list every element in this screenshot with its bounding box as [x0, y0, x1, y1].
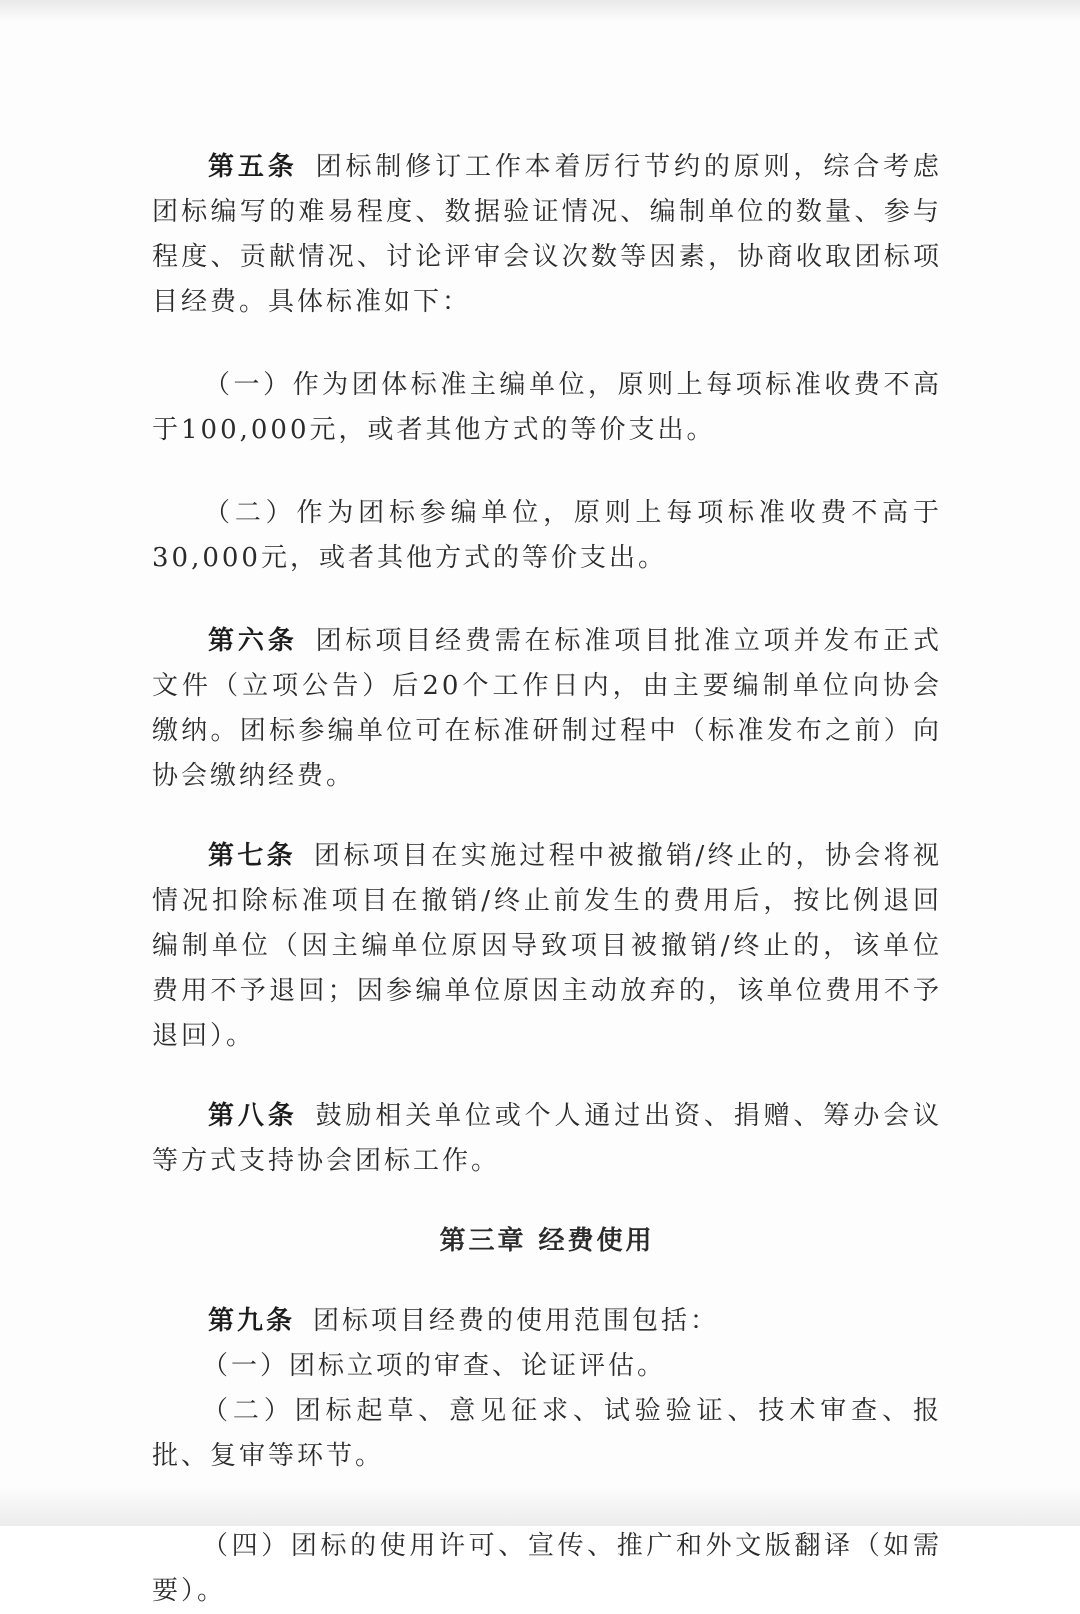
article-6-text: 团标项目经费需在标准项目批准立项并发布正式文件（立项公告）后20个工作日内，由主要编制单位向协会缴纳。团标参编单位可在标准研制过程中（标准发布之前）向协会缴纳经费。	[152, 626, 942, 791]
article-5	[152, 145, 942, 325]
article-7-text: 团标项目在实施过程中被撤销/终止的，协会将视情况扣除标准项目在撤销/终止前发生的费用后，按比例退回编制单位（因主编单位原因导致项目被撤销/终止的，该单位费用不予退回；因参编单位原因主动放弃的，该单位费用不予退回）。	[152, 841, 942, 1051]
article-9-label: 第九条	[208, 1306, 296, 1336]
article-5-text: 团标制修订工作本着厉行节约的原则，综合考虑团标编写的难易程度、数据验证情况、编制单位的数量、参与程度、贡献情况、讨论评审会议次数等因素，协商收取团标项目经费。具体标准如下：	[152, 152, 942, 317]
article-6	[152, 619, 942, 799]
article-9-item-4: （四）团标的使用许可、宣传、推广和外文版翻译（如需要）。	[152, 1531, 942, 1606]
article-7	[152, 834, 942, 1059]
article-9-item-2: （二）团标起草、意见征求、试验验证、技术审查、报批、复审等环节。	[152, 1396, 942, 1471]
article-9	[152, 1299, 942, 1344]
article-8	[152, 1094, 942, 1184]
scan-shadow-top	[0, 0, 1080, 22]
article-7-label: 第七条	[208, 841, 297, 871]
document-body	[152, 145, 942, 1614]
article-5-item-1: （一）作为团体标准主编单位，原则上每项标准收费不高于100,000元，或者其他方式的等价支出。	[152, 370, 942, 445]
article-9-text: 团标项目经费的使用范围包括：	[313, 1306, 720, 1336]
article-9-items	[152, 1344, 942, 1614]
article-8-text: 鼓励相关单位或个人通过出资、捐赠、筹办会议等方式支持协会团标工作。	[152, 1101, 942, 1176]
chapter-3-heading: 第三章 经费使用	[439, 1226, 655, 1256]
article-5-label: 第五条	[208, 152, 298, 182]
article-8-label: 第八条	[208, 1101, 298, 1131]
article-6-label: 第六条	[208, 626, 298, 656]
scan-shadow-bottom	[0, 1486, 1080, 1526]
article-5-item-2: （二）作为团标参编单位，原则上每项标准收费不高于30,000元，或者其他方式的等价支出。	[152, 498, 942, 573]
article-9-item-1: （一）团标立项的审查、论证评估。	[202, 1351, 667, 1381]
